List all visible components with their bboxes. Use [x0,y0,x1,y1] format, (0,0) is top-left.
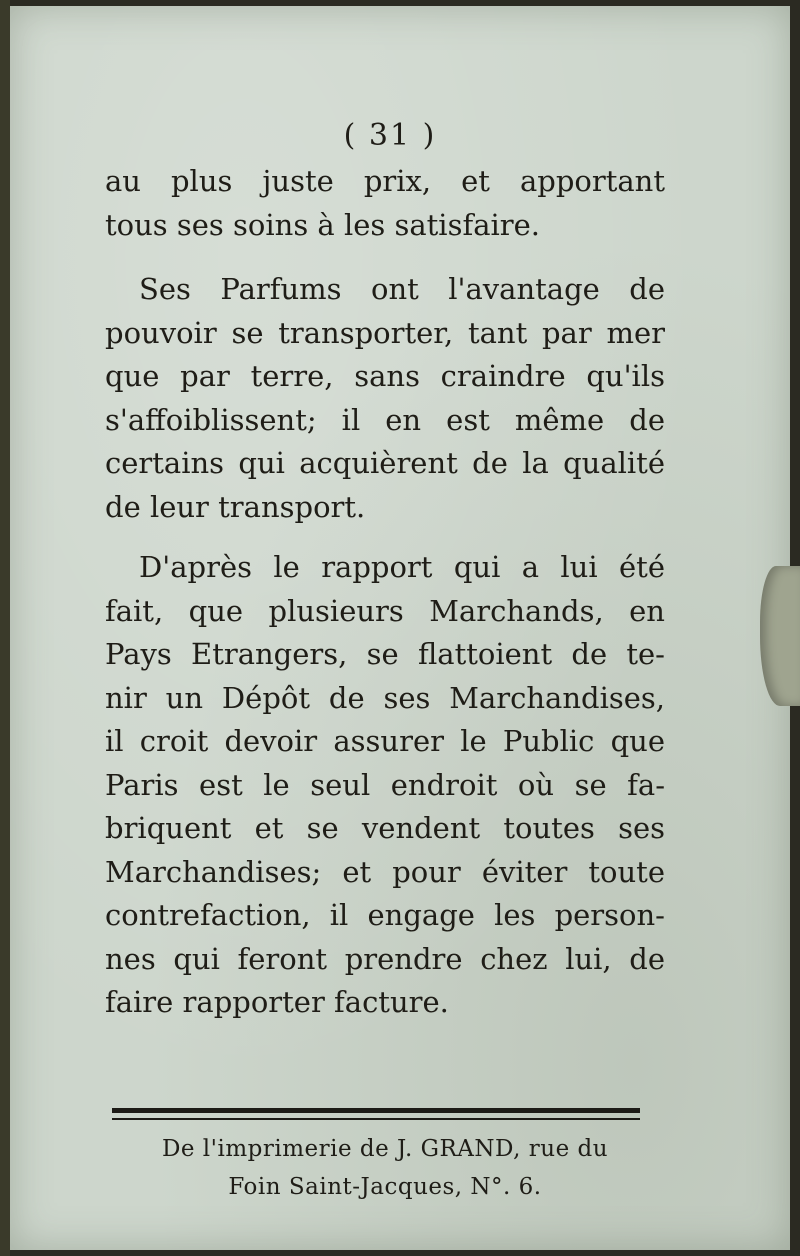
divider-rule-thick [112,1108,640,1113]
printer-imprint [105,1130,665,1206]
text-line: que par terre, sans craindre qu'ils [105,359,665,393]
book-page [10,6,790,1250]
text-line: Marchandises; et pour éviter toute [105,854,665,889]
paragraph-1 [105,160,665,247]
imprint-line-1: De l'imprimerie de J. GRAND, rue du [161,1136,609,1162]
text-line: nir un Dépôt de ses Marchandises, [105,680,665,715]
paragraph-2 [105,268,665,529]
text-line: pouvoir se transporter, tant par mer [105,315,665,350]
text-line: il croit devoir assurer le Public que [105,724,665,758]
text-line: faire rapporter facture. [105,985,449,1019]
text-line: Ses Parfums ont l'avantage de [139,272,665,306]
page-number: ( 31 ) [343,118,437,153]
text-line: s'affoiblissent; il en est même de [105,402,665,437]
text-line: certains qui acquièrent de la qualité [105,446,665,480]
torn-page-edge [760,566,800,706]
text-line: fait, que plusieurs Marchands, en [105,593,665,628]
text-line: Paris est le seul endroit où se fa- [105,767,665,802]
imprint-line-2: Foin Saint-Jacques, N°. 6. [228,1174,542,1200]
text-line: contrefaction, il engage les person- [105,898,665,932]
text-line: de leur transport. [105,489,366,524]
text-line: briquent et se vendent toutes ses [105,811,665,845]
paragraph-3 [105,546,665,1025]
text-line: Pays Etrangers, se flattoient de te- [105,637,665,671]
book-binding-edge [0,0,10,1256]
text-line: nes qui feront prendre chez lui, de [105,941,665,976]
text-line: D'après le rapport qui a lui été [139,550,665,584]
divider-rule-thin [112,1118,640,1120]
text-line: tous ses soins à les satisfaire. [105,207,540,242]
text-line: au plus juste prix, et apportant [105,164,665,198]
